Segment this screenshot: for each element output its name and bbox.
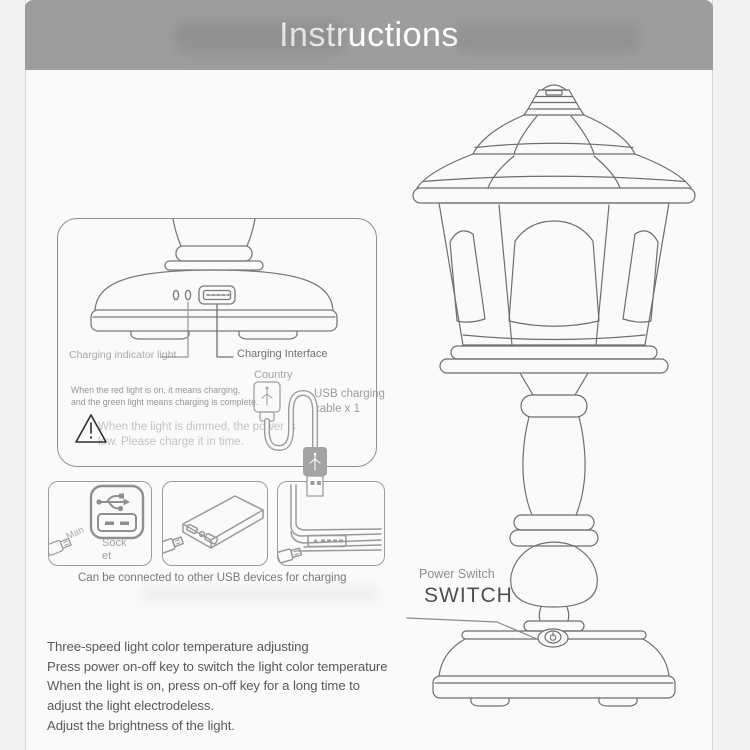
instructions-line-2: Press power on-off key to switch the light color temperature xyxy=(47,658,388,674)
watermark-smudge xyxy=(175,22,345,52)
instructions-paragraph xyxy=(47,637,387,736)
charging-indicator-label: Charging indicator light xyxy=(69,349,177,361)
watermark-smudge xyxy=(455,24,640,52)
lamp-finial-icon xyxy=(542,85,566,90)
power-switch-label: Power Switch xyxy=(419,567,495,581)
usb-cable-label-line1: USB charging xyxy=(314,388,385,400)
instructions-line-3: When the light is on, press on-off key for a long time to xyxy=(47,678,360,694)
usb-plug-icon xyxy=(278,546,302,564)
country-label: Country xyxy=(254,369,293,381)
instructions-line-5: Adjust the brightness of the light. xyxy=(47,717,235,733)
lamp-illustration xyxy=(393,78,715,730)
header-bar xyxy=(25,0,713,70)
usb-plug-icon xyxy=(163,535,184,556)
charging-indicator-lights-icon xyxy=(173,290,190,299)
power-button-icon xyxy=(538,629,568,647)
page-title: Instructions xyxy=(279,15,459,54)
charging-port-icon xyxy=(199,286,235,304)
instructions-line-4: adjust the light electrodeless. xyxy=(47,698,214,714)
charging-interface-label: Charging Interface xyxy=(237,348,328,360)
usb-devices-caption: Can be connected to other USB devices for charging xyxy=(78,572,347,584)
low-power-warning-line2: low. Please charge it in time. xyxy=(98,436,244,448)
usb-cable-icon xyxy=(254,382,327,496)
lamp-base-detail-illustration xyxy=(57,218,377,503)
charging-status-note-line1: When the red light is on, it means charging, xyxy=(71,385,241,395)
usb-cable-label-line2: cable x 1 xyxy=(314,402,361,415)
low-power-warning-line1: When the light is dimmed, the power is xyxy=(98,421,296,433)
instructions-line-1: Three-speed light color temperature adjusting xyxy=(47,639,309,654)
watermark-smudge xyxy=(140,588,380,601)
charging-status-note-line2: and the green light means charging is complete. xyxy=(71,396,259,407)
warning-icon xyxy=(76,415,106,442)
switch-label: SWITCH xyxy=(424,584,513,607)
plug-label: Man xyxy=(64,524,86,543)
socket-label: Socket xyxy=(102,537,127,562)
